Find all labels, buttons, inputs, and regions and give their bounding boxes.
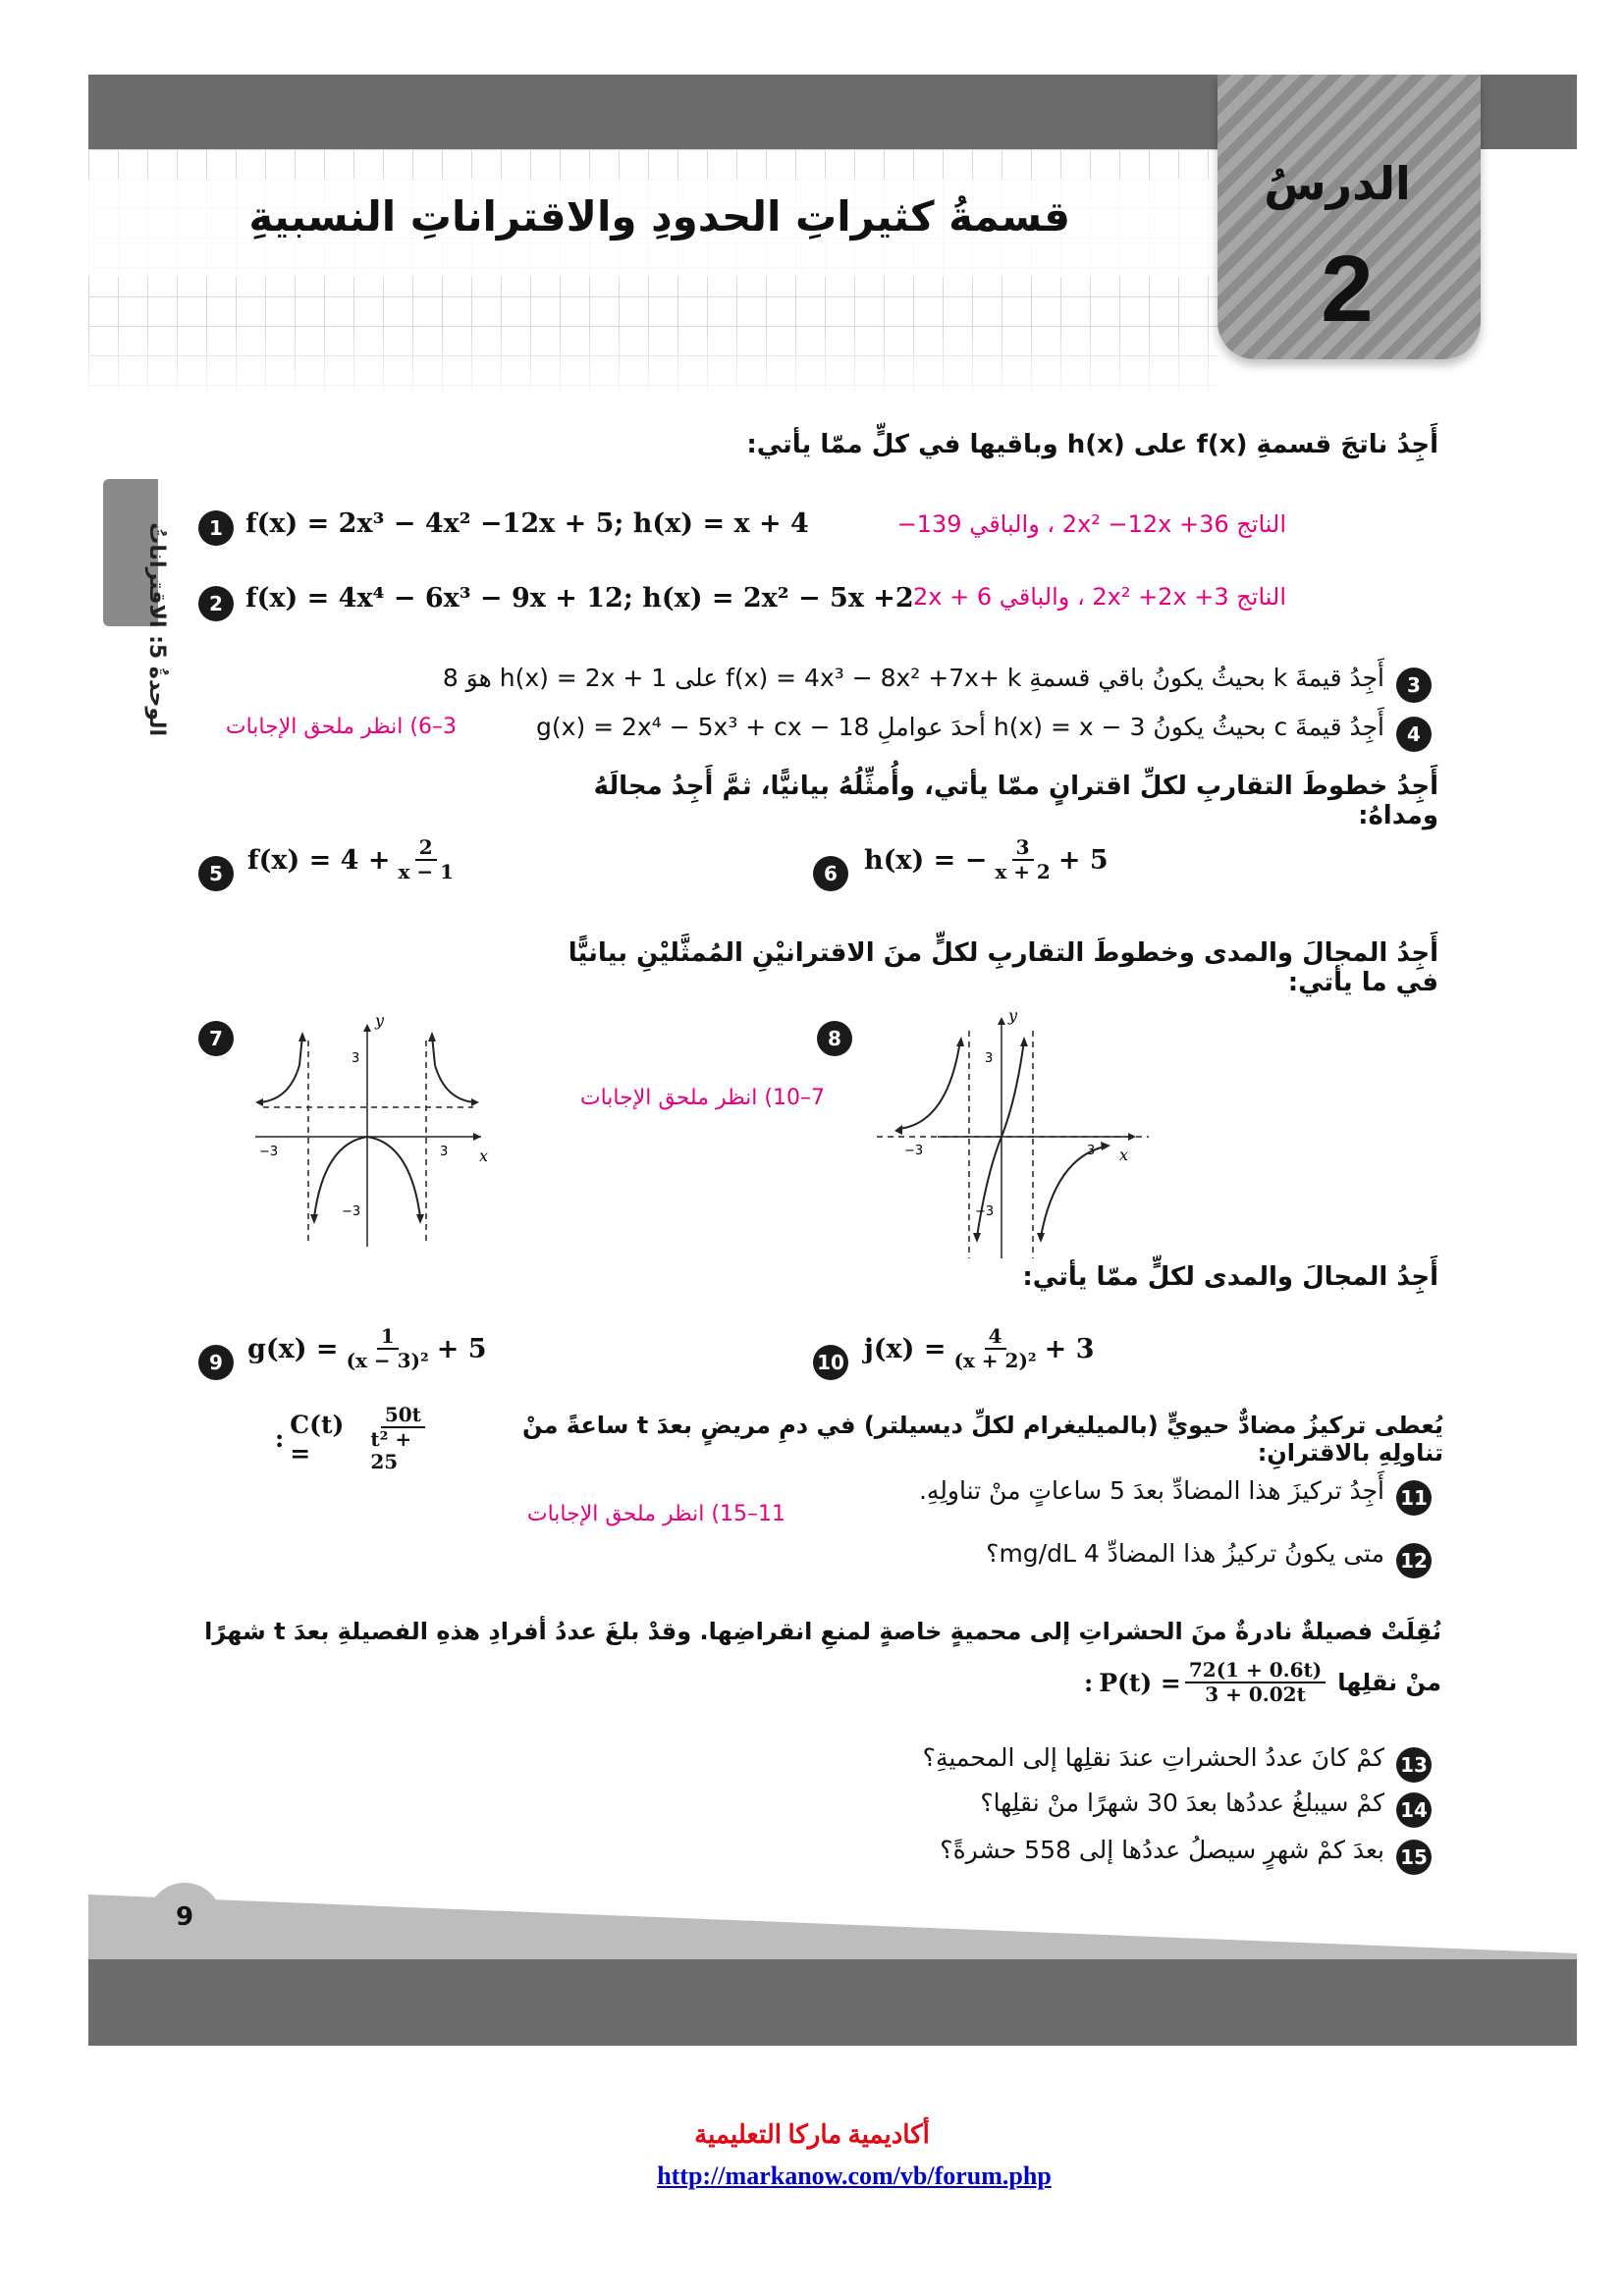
- graph-8-tick-xm3: −3: [904, 1144, 924, 1158]
- question-number-4: 4: [1396, 717, 1432, 752]
- page-number: 9: [175, 1902, 194, 1932]
- q9-rhs: + 5: [436, 1333, 487, 1364]
- q10-denominator: (x + 2)²: [953, 1349, 1037, 1372]
- lesson-number: 2: [1321, 237, 1374, 342]
- section4-instruction: أَجِدُ المجالَ والمدى وخطوطَ التقاربِ لكلٍّ منَ الاقترانيْنِ المُمثَّليْنِ بيانيًّا في ما يأتي:: [568, 938, 1438, 997]
- q5-lhs: f(x) = 4 +: [247, 844, 391, 876]
- question-number-12: 12: [1396, 1543, 1432, 1578]
- q10-expression: [864, 1325, 1094, 1372]
- q6-numerator: 3: [1012, 836, 1034, 861]
- page-title: قسمةُ كثيراتِ الحدودِ والاقتراناتِ النسبيةِ: [248, 192, 1070, 240]
- academy-name: أكاديمية ماركا التعليمية: [694, 2120, 930, 2149]
- q9-denominator: (x − 3)²: [346, 1349, 429, 1372]
- graph-7-tick-x3: 3: [440, 1145, 449, 1159]
- graph-8: [869, 1001, 1164, 1266]
- q6-expression: [864, 836, 1109, 883]
- question-number-1: 1: [198, 510, 234, 546]
- q6-denominator: x + 2: [995, 860, 1051, 883]
- q6-rhs: + 5: [1057, 844, 1109, 876]
- q14-text: كمْ سيبلغُ عددُها بعدَ 30 شهرًا منْ نقلِها؟: [980, 1789, 1384, 1817]
- q5-numerator: 2: [415, 836, 437, 861]
- question-number-15: 15: [1396, 1840, 1432, 1875]
- section7-intro-line2: [785, 1659, 1441, 1706]
- q10-numerator: 4: [985, 1325, 1006, 1350]
- question-number-3: 3: [1396, 667, 1432, 703]
- section6-intro: يُعطى تركيزُ مضادٌّ حيويٍّ (بالميليغرام لكلِّ ديسيلتر) في دمِ مريضٍ بعدَ t ساعةً منْ تناولِهِ بالاقترانِ:: [521, 1411, 1443, 1467]
- q2-answer: الناتج 2x² +2x +3 ، والباقي 2x + 6: [913, 583, 1286, 611]
- question-number-7: 7: [198, 1021, 234, 1056]
- q4-answer: 3–6) انظر ملحق الإجابات: [225, 715, 457, 739]
- q9-fraction: [343, 1325, 433, 1372]
- q10-fraction: [949, 1325, 1040, 1372]
- section7-intro2: منْ نقلِها: [1337, 1669, 1441, 1696]
- footer-wedge: [88, 1895, 1577, 1963]
- section7-denominator: 3 + 0.02t: [1205, 1682, 1306, 1706]
- section7-fraction: [1185, 1659, 1326, 1706]
- question-number-6: 6: [813, 856, 848, 891]
- q12-text: متى يكونُ تركيزُ هذا المضادِّ 4 mg/dL؟: [986, 1539, 1384, 1568]
- q13-text: كمْ كانَ عددُ الحشراتِ عندَ نقلِها إلى المحميةِ؟: [922, 1743, 1384, 1772]
- q1-expression: f(x) = 2x³ − 4x² −12x + 5; h(x) = x + 4: [245, 508, 809, 539]
- section6-intro-line: [275, 1404, 1443, 1473]
- q11-text: أَجِدُ تركيزَ هذا المضادِّ بعدَ 5 ساعاتٍ منْ تناولِهِ.: [918, 1476, 1384, 1505]
- q5-expression: [247, 836, 461, 883]
- section7-intro: نُقِلَتْ فصيلةٌ نادرةٌ منَ الحشراتِ إلى محميةٍ خاصةٍ لمنعِ انقراضِها. وقدْ بلغَ عددُ أفرادِ هذهِ الفصيلةِ بعدَ t شهرًا: [204, 1618, 1441, 1645]
- q10-lhs: j(x) =: [864, 1333, 947, 1364]
- graph-8-y-label: y: [1008, 1006, 1018, 1025]
- question-number-8: 8: [817, 1021, 852, 1056]
- q3-text: أَجِدُ قيمةَ k بحيثُ يكونُ باقي قسمةِ f(x) = 4x³ − 8x² +7x+ k على h(x) = 2x + 1 هوَ 8: [442, 664, 1384, 692]
- graph-7-y-label: y: [375, 1011, 385, 1030]
- question-number-5: 5: [198, 856, 234, 891]
- q6-fraction: [991, 836, 1055, 883]
- lesson-label: الدرسُ: [1264, 157, 1411, 210]
- forum-link[interactable]: http://markanow.com/vb/forum.php: [657, 2162, 1052, 2190]
- q15-text: بعدَ كمْ شهرٍ سيصلُ عددُها إلى 558 حشرةً؟: [940, 1836, 1384, 1864]
- section6-formula: [275, 1404, 443, 1473]
- q2-expression: f(x) = 4x⁴ − 6x³ − 9x + 12; h(x) = 2x² − 5x +2: [245, 583, 914, 614]
- header-grid-fade: [88, 324, 1218, 412]
- question-number-13: 13: [1396, 1747, 1432, 1783]
- section6-formula-end: :: [275, 1424, 285, 1453]
- graph-7-tick-xm3: −3: [259, 1145, 279, 1159]
- q9-expression: [247, 1325, 487, 1372]
- section7-formula-lhs: P(t) =: [1099, 1668, 1181, 1697]
- graph-8-tick-x3: 3: [1087, 1144, 1096, 1158]
- section6-numerator: 50t: [381, 1404, 425, 1428]
- footer-band: [88, 1959, 1577, 2046]
- graph-7: [245, 1006, 501, 1252]
- section1-instruction: أَجِدُ ناتجَ قسمةِ f(x) على h(x) وباقيها في كلٍّ ممّا يأتي:: [746, 430, 1438, 459]
- q6-lhs: h(x) = −: [864, 844, 988, 876]
- question-number-10: 10: [813, 1345, 848, 1380]
- section3-instruction: أَجِدُ خطوطَ التقاربِ لكلِّ اقترانٍ ممّا يأتي، وأُمثِّلُهُ بيانيًّا، ثمَّ أَجِدُ مجالَهُ ومداهُ:: [593, 772, 1438, 830]
- section6-fraction: [366, 1404, 439, 1473]
- section7-numerator: 72(1 + 0.6t): [1185, 1659, 1326, 1683]
- section7-formula-end: :: [1083, 1668, 1094, 1697]
- q9-numerator: 1: [377, 1325, 399, 1350]
- graph-8-tick-y3: 3: [985, 1051, 994, 1066]
- question-number-14: 14: [1396, 1792, 1432, 1828]
- graph-8-x-label: x: [1119, 1146, 1129, 1164]
- q5-fraction: [395, 836, 459, 883]
- section7-formula: [1084, 1659, 1329, 1706]
- q9-lhs: g(x) =: [247, 1333, 339, 1364]
- graph-7-tick-y3: 3: [352, 1051, 360, 1066]
- graph-7-tick-ym3: −3: [342, 1204, 361, 1219]
- section6-denominator: t² + 25: [370, 1427, 412, 1473]
- question-number-9: 9: [198, 1345, 234, 1380]
- unit-side-label: الوحدةُ 5: الاقتراناتُ: [144, 522, 169, 736]
- graph-7-x-label: x: [479, 1147, 489, 1165]
- section5-instruction: أَجِدُ المجالَ والمدى لكلٍّ ممّا يأتي:: [1022, 1262, 1438, 1292]
- section6-formula-lhs: C(t) =: [290, 1410, 345, 1468]
- q4-text: أَجِدُ قيمةَ c بحيثُ يكونُ h(x) = x − 3 أحدَ عواملِ g(x) = 2x⁴ − 5x³ + cx − 18: [536, 713, 1384, 741]
- question-number-11: 11: [1396, 1480, 1432, 1516]
- q1-answer: الناتج 2x² −12x +36 ، والباقي 139−: [896, 510, 1286, 538]
- q10-rhs: + 3: [1044, 1333, 1095, 1364]
- q5-denominator: x − 1: [398, 860, 455, 883]
- q11-15-answer: 11–15) انظر ملحق الإجابات: [526, 1502, 785, 1526]
- graph-8-tick-ym3: −3: [975, 1204, 995, 1219]
- q7-10-answer: 7–10) انظر ملحق الإجابات: [579, 1086, 825, 1110]
- question-number-2: 2: [198, 586, 234, 621]
